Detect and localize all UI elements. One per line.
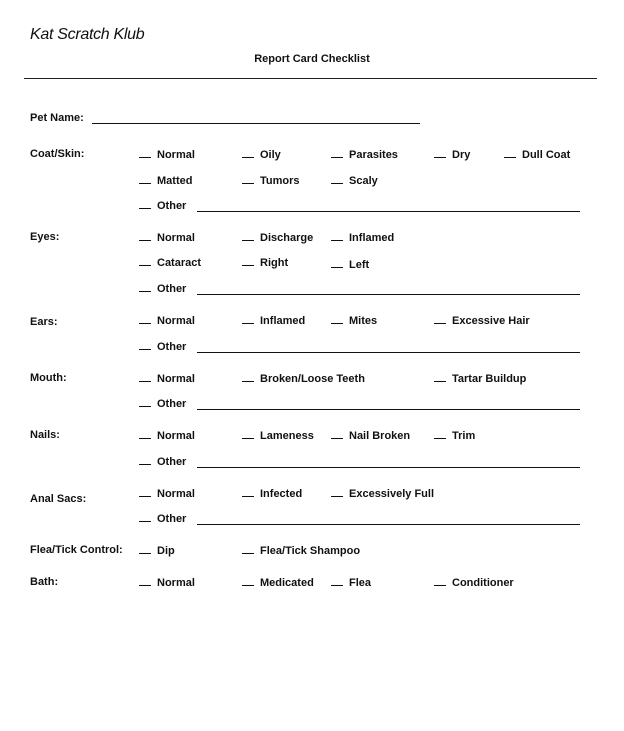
coat-option-matted[interactable]: Matted <box>139 174 192 187</box>
eyes-label: Eyes: <box>30 231 60 243</box>
eyes-option-inflamed[interactable]: Inflamed <box>331 231 394 244</box>
coat-option-dull-coat[interactable]: Dull Coat <box>504 148 570 161</box>
page-title: Report Card Checklist <box>254 53 370 65</box>
bath-label: Bath: <box>30 576 59 588</box>
mouth-option-tartar[interactable]: Tartar Buildup <box>434 372 526 385</box>
mouth-option-normal[interactable]: Normal <box>139 372 195 385</box>
bath-option-medicated[interactable]: Medicated <box>242 576 314 589</box>
coat-other-field[interactable] <box>197 211 580 212</box>
bath-option-conditioner[interactable]: Conditioner <box>434 576 514 589</box>
header-divider <box>24 78 597 79</box>
eyes-option-discharge[interactable]: Discharge <box>242 231 313 244</box>
ears-option-excessive-hair[interactable]: Excessive Hair <box>434 314 530 327</box>
nails-option-lameness[interactable]: Lameness <box>242 429 314 442</box>
anal-option-infected[interactable]: Infected <box>242 487 302 500</box>
eyes-option-right[interactable]: Right <box>242 256 288 269</box>
brand-logo-text: Kat Scratch Klub <box>30 26 145 43</box>
coat-option-scaly[interactable]: Scaly <box>331 174 378 187</box>
nails-option-trim[interactable]: Trim <box>434 429 475 442</box>
coat-option-tumors[interactable]: Tumors <box>242 174 300 187</box>
mouth-label: Mouth: <box>30 372 67 384</box>
coat-label: Coat/Skin: <box>30 148 85 160</box>
nails-other-field[interactable] <box>197 467 580 468</box>
ears-option-other[interactable]: Other <box>139 340 186 353</box>
flea-tick-label: Flea/Tick Control: <box>30 544 123 556</box>
nails-label: Nails: <box>30 429 60 441</box>
mouth-option-other[interactable]: Other <box>139 397 186 410</box>
coat-option-normal[interactable]: Normal <box>139 148 195 161</box>
coat-option-dry[interactable]: Dry <box>434 148 470 161</box>
bath-option-normal[interactable]: Normal <box>139 576 195 589</box>
anal-option-excessively-full[interactable]: Excessively Full <box>331 487 434 500</box>
ears-option-normal[interactable]: Normal <box>139 314 195 327</box>
flea-option-dip[interactable]: Dip <box>139 544 175 557</box>
coat-option-other[interactable]: Other <box>139 199 186 212</box>
anal-sacs-label: Anal Sacs: <box>30 493 87 505</box>
eyes-other-field[interactable] <box>197 294 580 295</box>
eyes-option-normal[interactable]: Normal <box>139 231 195 244</box>
eyes-option-other[interactable]: Other <box>139 282 186 295</box>
nails-option-other[interactable]: Other <box>139 455 186 468</box>
mouth-other-field[interactable] <box>197 409 580 410</box>
bath-option-flea[interactable]: Flea <box>331 576 371 589</box>
eyes-option-cataract[interactable]: Cataract <box>139 256 201 269</box>
ears-other-field[interactable] <box>197 352 580 353</box>
mouth-option-broken-teeth[interactable]: Broken/Loose Teeth <box>242 372 365 385</box>
coat-option-oily[interactable]: Oily <box>242 148 281 161</box>
ears-label: Ears: <box>30 316 58 328</box>
pet-name-field[interactable] <box>92 123 420 124</box>
nails-option-normal[interactable]: Normal <box>139 429 195 442</box>
flea-option-shampoo[interactable]: Flea/Tick Shampoo <box>242 544 360 557</box>
ears-option-mites[interactable]: Mites <box>331 314 377 327</box>
anal-option-normal[interactable]: Normal <box>139 487 195 500</box>
eyes-option-left[interactable]: Left <box>331 258 369 271</box>
pet-name-label: Pet Name: <box>30 112 84 124</box>
anal-other-field[interactable] <box>197 524 580 525</box>
ears-option-inflamed[interactable]: Inflamed <box>242 314 305 327</box>
nails-option-nail-broken[interactable]: Nail Broken <box>331 429 410 442</box>
coat-option-parasites[interactable]: Parasites <box>331 148 398 161</box>
anal-option-other[interactable]: Other <box>139 512 186 525</box>
